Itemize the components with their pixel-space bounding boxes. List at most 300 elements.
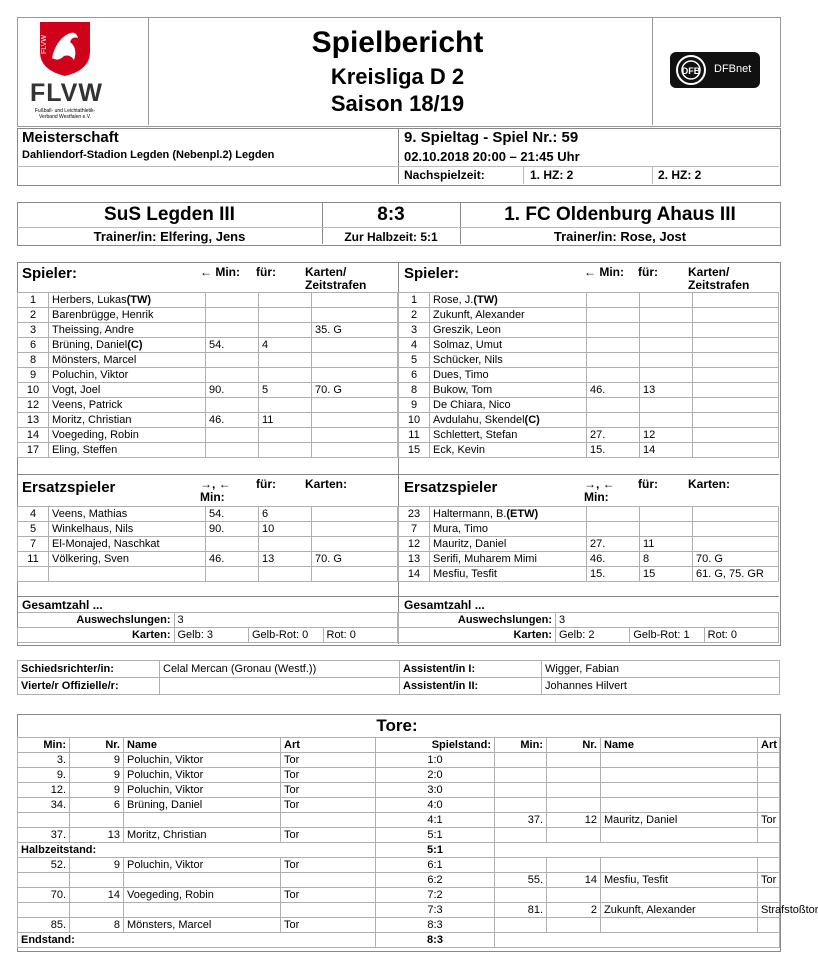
away-subs-header: Ersatzspieler [404,479,498,496]
sub-for-number: 4 [259,338,312,353]
player-name: Mesfiu, Tesfit [430,567,587,582]
home-goal-type: Tor [281,768,376,783]
home-goal-minute: 9. [18,768,70,783]
sub-for-number: 12 [640,428,693,443]
sub-for-number [640,398,693,413]
home-goal-minute: 34. [18,798,70,813]
sub-minute [206,308,259,323]
goals-col-header: Art [758,738,780,753]
sub-for-number [259,323,312,338]
venue: Dahliendorf-Stadion Legden (Nebenpl.2) Legden [22,149,275,161]
shirt-number: 2 [18,308,49,323]
player-row [18,383,398,398]
away-yellowred: Gelb-Rot: 1 [630,628,704,643]
player-name: Brüning, Daniel(C) [49,338,206,353]
home-goal-scorer: Poluchin, Viktor [124,858,281,873]
home-goal-scorer: Voegeding, Robin [124,888,281,903]
home-goal-number [70,873,124,888]
home-goal-type: Tor [281,753,376,768]
sub-minute [206,537,259,552]
sub-minute [587,522,640,537]
away-goal-minute [495,783,547,798]
shirt-number: 8 [399,383,430,398]
cards-cell [693,413,779,428]
home-goal-scorer: Poluchin, Viktor [124,768,281,783]
home-goal-minute [18,813,70,828]
player-name: Moritz, Christian [49,413,206,428]
player-name: El-Monajed, Naschkat [49,537,206,552]
sub-minute: 90. [206,522,259,537]
player-name: Theissing, Andre [49,323,206,338]
away-goal-minute: 37. [495,813,547,828]
home-goal-scorer: Moritz, Christian [124,828,281,843]
shirt-number: 10 [18,383,49,398]
cards-cell [693,338,779,353]
away-goal-number [547,768,601,783]
shirt-number: 11 [18,552,49,567]
away-goal-number [547,828,601,843]
player-name [49,567,206,582]
away-goal-number [547,798,601,813]
cards-cell [312,443,398,458]
report-title: Spielbericht [311,26,484,59]
sub-minute [206,293,259,308]
flvw-logo-text: FLVW [30,79,103,107]
sub-for-number [259,428,312,443]
player-name: Veens, Mathias [49,507,206,522]
away-goal-type: Tor [758,873,780,888]
sub-minute [206,428,259,443]
player-row [399,383,779,398]
sub-for-number [640,323,693,338]
sub-minute: 54. [206,338,259,353]
away-goal-number [547,918,601,933]
referee-label: Schiedsrichter/in: [18,661,160,678]
player-row [18,308,398,323]
shirt-number: 2 [399,308,430,323]
sub-minute [206,443,259,458]
away-goal-scorer [601,888,758,903]
away-goal-scorer [601,798,758,813]
home-goal-number [70,813,124,828]
player-row [399,353,779,368]
player-row [399,323,779,338]
sub-for-number: 13 [259,552,312,567]
player-row [18,353,398,368]
player-row [399,507,779,522]
sub-minute [206,323,259,338]
sub-minute [587,507,640,522]
shirt-number: 3 [399,323,430,338]
cards-cell [312,428,398,443]
player-name: Solmaz, Umut [430,338,587,353]
player-name: Eling, Steffen [49,443,206,458]
home-cards-header: Karten/ Zeitstrafen [305,265,367,292]
cards-cell [693,323,779,338]
goal-row [18,783,780,798]
cards-cell: 70. G [312,383,398,398]
player-name: Poluchin, Viktor [49,368,206,383]
player-name: Mönsters, Marcel [49,353,206,368]
away-goal-type [758,828,780,843]
away-goal-type [758,798,780,813]
shirt-number: 9 [399,398,430,413]
sub-minute [206,368,259,383]
sub-for-number [259,308,312,323]
home-goal-scorer [124,903,281,918]
matchday: 9. Spieltag - Spiel Nr.: 59 [404,129,579,146]
cards-cell [693,353,779,368]
player-name: Völkering, Sven [49,552,206,567]
home-red: Rot: 0 [323,628,398,643]
running-score: 6:1 [376,858,495,873]
shirt-number: 15 [399,443,430,458]
player-row [18,293,398,308]
away-goal-number: 12 [547,813,601,828]
home-totals-table [17,612,398,643]
running-score: 4:1 [376,813,495,828]
cards-cell [693,522,779,537]
cards-cell [312,353,398,368]
home-goal-number [70,903,124,918]
player-row [18,537,398,552]
away-subs-table [398,506,779,582]
cards-cell [693,507,779,522]
home-goal-number: 9 [70,783,124,798]
away-goal-minute [495,888,547,903]
goals-col-header: Spielstand: [376,738,495,753]
header-frame [17,17,781,127]
home-goal-number: 9 [70,858,124,873]
stoppage-label: Nachspielzeit: [404,168,485,182]
sub-for-number [259,443,312,458]
shirt-number: 23 [399,507,430,522]
player-name: Winkelhaus, Nils [49,522,206,537]
shirt-number: 13 [18,413,49,428]
sub-minute: 90. [206,383,259,398]
away-goal-type: Tor [758,813,780,828]
home-goal-number: 9 [70,768,124,783]
final-label: Endstand: [18,933,376,948]
sub-minute: 46. [587,552,640,567]
stoppage-ht2: 2. HZ: 2 [658,168,702,182]
home-min-header: ← Min: [200,265,240,279]
sub-minute [206,398,259,413]
shirt-number: 12 [18,398,49,413]
player-row [399,368,779,383]
player-name: Vogt, Joel [49,383,206,398]
shirt-number: 10 [399,413,430,428]
goals-col-header: Nr. [547,738,601,753]
home-team-name: SuS Legden III [104,204,235,225]
sub-minute: 54. [206,507,259,522]
home-goal-minute [18,873,70,888]
empty-cell [495,843,780,858]
svg-text:DFB: DFB [681,66,701,76]
away-goal-scorer [601,828,758,843]
away-subs-for-header: für: [638,477,658,491]
sub-minute [587,338,640,353]
goal-row [18,813,780,828]
away-goal-number: 2 [547,903,601,918]
home-goal-number: 14 [70,888,124,903]
sub-for-number [640,522,693,537]
shirt-number: 7 [18,537,49,552]
player-name: De Chiara, Nico [430,398,587,413]
away-goal-type [758,753,780,768]
league-title: Kreisliga D 2 [330,64,465,89]
player-row [18,443,398,458]
goals-col-header: Art [281,738,376,753]
shirt-number: 17 [18,443,49,458]
away-goal-scorer: Zukunft, Alexander [601,903,758,918]
player-row [18,338,398,353]
home-goal-minute: 70. [18,888,70,903]
away-goal-type [758,888,780,903]
sub-minute [587,323,640,338]
sub-minute [206,353,259,368]
away-goal-minute [495,768,547,783]
home-coach: Trainer/in: Elfering, Jens [93,229,246,244]
away-cards-header: Karten/ Zeitstrafen [688,265,750,292]
cards-cell [693,308,779,323]
away-cards-count-label: Karten: [399,628,556,643]
dfbnet-text: DFBnet [714,63,752,75]
away-goal-type: Strafstoßtor [758,903,780,918]
goals-col-header: Nr. [70,738,124,753]
player-name: Voegeding, Robin [49,428,206,443]
away-goal-scorer [601,918,758,933]
away-goal-minute [495,918,547,933]
home-yellow: Gelb: 3 [174,628,249,643]
player-row [399,338,779,353]
home-goal-minute: 12. [18,783,70,798]
referee-name: Celal Mercan (Gronau (Westf.)) [160,661,400,678]
goal-row [18,933,780,948]
cards-cell: 61. G, 75. GR [693,567,779,582]
assistant2-label: Assistent/in II: [400,678,542,695]
away-for-header: für: [638,265,658,279]
home-goal-minute: 85. [18,918,70,933]
cards-cell [312,293,398,308]
running-score: 8:3 [376,918,495,933]
home-goal-type: Tor [281,798,376,813]
player-name: Schücker, Nils [430,353,587,368]
running-score: 4:0 [376,798,495,813]
player-name: Greszik, Leon [430,323,587,338]
home-goal-number: 8 [70,918,124,933]
match-info-line [17,166,398,167]
home-goal-scorer: Poluchin, Viktor [124,783,281,798]
assistant2-name: Johannes Hilvert [542,678,780,695]
home-goal-minute [18,903,70,918]
officials-table [17,660,780,695]
player-row [399,552,779,567]
cards-cell [312,398,398,413]
player-row [18,368,398,383]
sub-for-number [259,368,312,383]
away-goal-number [547,783,601,798]
halftime-label: Halbzeitstand: [18,843,376,858]
away-players-header: Spieler: [404,265,460,282]
away-min-header: ← Min: [584,265,624,279]
sub-for-number [640,413,693,428]
cards-cell [693,398,779,413]
shirt-number: 1 [399,293,430,308]
home-subs-count: 3 [174,613,398,628]
player-row [18,413,398,428]
cards-cell [312,413,398,428]
home-goal-number: 13 [70,828,124,843]
away-goal-minute [495,753,547,768]
player-name: Mauritz, Daniel [430,537,587,552]
home-goal-scorer [124,813,281,828]
player-name: Haltermann, B.(ETW) [430,507,587,522]
home-subs-header: Ersatzspieler [22,479,116,496]
home-goal-type [281,873,376,888]
home-goal-type [281,903,376,918]
running-score: 7:2 [376,888,495,903]
player-name: Avdulahu, Skendel(C) [430,413,587,428]
away-goal-scorer [601,768,758,783]
home-goal-number: 6 [70,798,124,813]
sub-for-number [259,353,312,368]
home-goal-type: Tor [281,918,376,933]
shirt-number: 3 [18,323,49,338]
player-name: Eck, Kevin [430,443,587,458]
shirt-number [18,567,49,582]
sub-for-number [259,293,312,308]
running-score: 3:0 [376,783,495,798]
player-row [18,522,398,537]
sub-minute [587,308,640,323]
sub-for-number [640,308,693,323]
running-score: 6:2 [376,873,495,888]
shirt-number: 5 [18,522,49,537]
sub-minute: 27. [587,537,640,552]
shirt-number: 7 [399,522,430,537]
sub-for-number: 10 [259,522,312,537]
home-goal-type: Tor [281,828,376,843]
away-subs-cards-header: Karten: [688,477,731,491]
goals-col-header: Min: [18,738,70,753]
cards-cell [312,368,398,383]
shirt-number: 9 [18,368,49,383]
away-goal-minute [495,828,547,843]
sub-minute: 46. [587,383,640,398]
away-goal-scorer [601,858,758,873]
away-players-table [398,292,779,458]
stoppage-row-line [398,166,779,167]
player-row [18,398,398,413]
player-row [18,552,398,567]
cards-cell [693,293,779,308]
player-name: Schlettert, Stefan [430,428,587,443]
goal-row [18,873,780,888]
header-divider-right [652,17,653,125]
away-goal-minute: 55. [495,873,547,888]
cards-cell [312,338,398,353]
away-subs-count-label: Auswechslungen: [399,613,556,628]
away-goal-scorer [601,753,758,768]
player-name: Mura, Timo [430,522,587,537]
player-row [399,522,779,537]
running-score: 5:1 [376,843,495,858]
home-goal-scorer: Brüning, Daniel [124,798,281,813]
shirt-number: 4 [18,507,49,522]
cards-cell [312,522,398,537]
player-row [18,567,398,582]
cards-cell [693,383,779,398]
sub-minute: 15. [587,443,640,458]
assistant1-name: Wigger, Fabian [542,661,780,678]
player-row [399,428,779,443]
away-red: Rot: 0 [704,628,778,643]
player-name: Bukow, Tom [430,383,587,398]
cards-cell: 35. G [312,323,398,338]
sub-for-number [640,353,693,368]
home-goal-type: Tor [281,783,376,798]
away-goal-number [547,888,601,903]
away-goal-type [758,783,780,798]
away-yellow: Gelb: 2 [556,628,630,643]
home-yellowred: Gelb-Rot: 0 [249,628,324,643]
player-row [18,507,398,522]
home-subs-count-label: Auswechslungen: [18,613,175,628]
sub-for-number: 15 [640,567,693,582]
away-subs-min-header: →, ← Min: [584,477,615,504]
sub-for-number [640,507,693,522]
home-players-header: Spieler: [22,265,78,282]
shirt-number: 6 [18,338,49,353]
sub-for-number [640,368,693,383]
away-goal-minute [495,858,547,873]
shirt-number: 1 [18,293,49,308]
goals-col-header: Name [124,738,281,753]
sub-minute [587,413,640,428]
sub-for-number [259,398,312,413]
away-subs-count: 3 [556,613,779,628]
cards-cell [312,567,398,582]
sub-minute: 27. [587,428,640,443]
sub-minute [587,293,640,308]
away-team-name: 1. FC Oldenburg Ahaus III [504,204,736,225]
player-row [18,428,398,443]
sub-for-number: 5 [259,383,312,398]
competition: Meisterschaft [22,129,119,146]
away-goal-type [758,768,780,783]
sub-for-number: 11 [259,413,312,428]
player-row [18,323,398,338]
goal-row [18,768,780,783]
home-goal-type: Tor [281,858,376,873]
assistant1-label: Assistent/in I: [400,661,542,678]
shirt-number: 12 [399,537,430,552]
cards-cell [693,428,779,443]
goal-row [18,858,780,873]
player-name: Zukunft, Alexander [430,308,587,323]
sub-minute [206,567,259,582]
shirt-number: 8 [18,353,49,368]
home-goal-scorer: Poluchin, Viktor [124,753,281,768]
cards-cell [312,537,398,552]
running-score: 2:0 [376,768,495,783]
cards-cell: 70. G [312,552,398,567]
player-name: Dues, Timo [430,368,587,383]
goals-table [17,737,818,948]
player-name: Rose, J.(TW) [430,293,587,308]
goal-row [18,753,780,768]
